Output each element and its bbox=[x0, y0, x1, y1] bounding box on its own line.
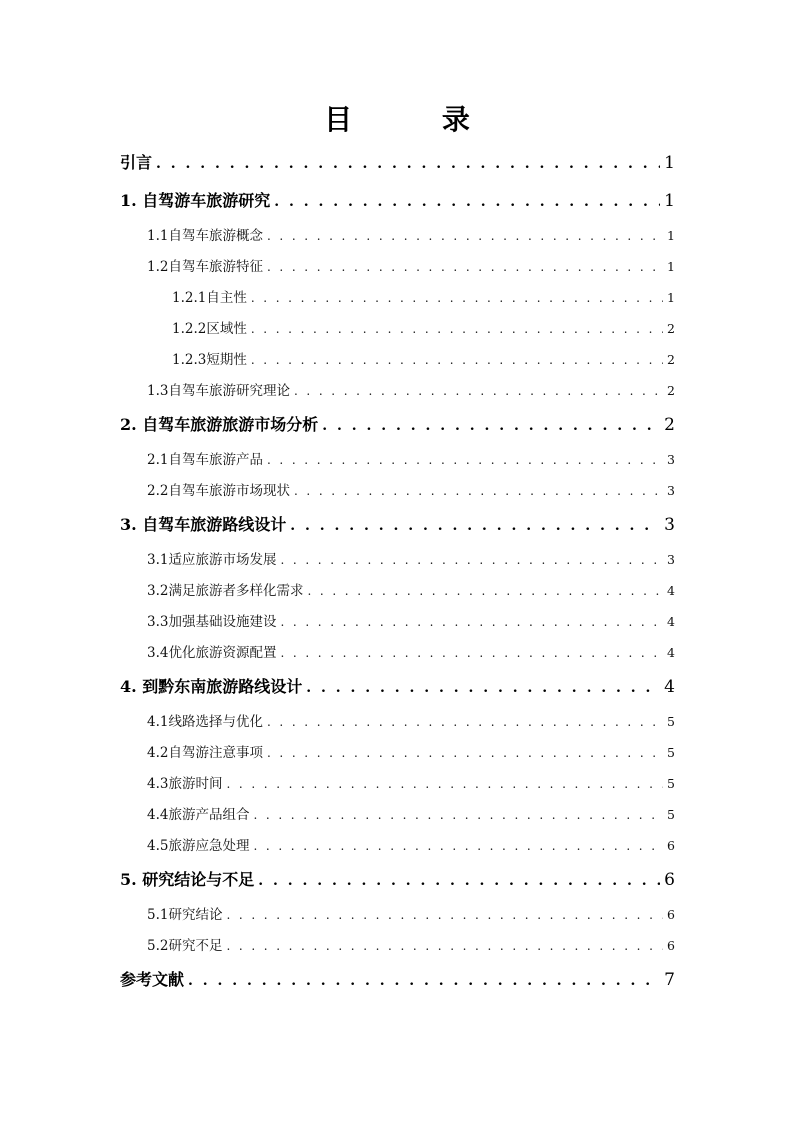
dot-leader bbox=[280, 545, 663, 576]
toc-entry-label: 1.2.3短期性 bbox=[172, 352, 247, 368]
dot-leader bbox=[274, 183, 660, 221]
toc-entry-page: 2 bbox=[667, 321, 675, 336]
toc-entry-3-2[interactable] bbox=[120, 575, 675, 606]
toc-entry-page: 3 bbox=[667, 452, 675, 467]
toc-entry-chapter-5[interactable] bbox=[120, 861, 675, 899]
toc-entry-page: 3 bbox=[667, 552, 675, 567]
toc-entry-label: 3.3加强基础设施建设 bbox=[147, 614, 277, 630]
toc-entry-label: 5. 研究结论与不足 bbox=[120, 870, 255, 889]
dot-leader bbox=[306, 669, 660, 707]
toc-entry-page: 5 bbox=[667, 776, 675, 791]
toc-entry-page: 1 bbox=[667, 259, 675, 274]
toc-entry-chapter-4[interactable] bbox=[120, 668, 675, 706]
toc-entry-label: 参考文献 bbox=[120, 970, 185, 989]
toc-entry-label: 4. 到黔东南旅游路线设计 bbox=[120, 677, 303, 696]
toc-entry-4-2[interactable] bbox=[120, 737, 675, 768]
dot-leader bbox=[251, 345, 663, 376]
toc-entry-intro[interactable] bbox=[120, 144, 675, 182]
toc-entry-page: 6 bbox=[667, 907, 675, 922]
toc-entry-chapter-1[interactable] bbox=[120, 182, 675, 220]
toc-entry-4-4[interactable] bbox=[120, 799, 675, 830]
toc-entry-label: 3.4优化旅游资源配置 bbox=[147, 645, 277, 661]
toc-entry-label: 4.3旅游时间 bbox=[147, 776, 223, 792]
toc-entry-page: 4 bbox=[667, 645, 675, 660]
toc-entry-page: 3 bbox=[667, 483, 675, 498]
toc-entry-page: 2 bbox=[667, 383, 675, 398]
toc-entry-1-2-1[interactable] bbox=[120, 282, 675, 313]
toc-entry-page: 1 bbox=[667, 290, 675, 305]
page-title: 目 录 bbox=[324, 103, 510, 136]
dot-leader bbox=[253, 831, 663, 862]
toc-entry-label: 1. 自驾游车旅游研究 bbox=[120, 191, 271, 210]
toc-entry-label: 3.2满足旅游者多样化需求 bbox=[147, 583, 304, 599]
dot-leader bbox=[156, 145, 660, 183]
toc-entry-1-1[interactable] bbox=[120, 220, 675, 251]
toc-entry-page: 6 bbox=[667, 938, 675, 953]
dot-leader bbox=[226, 931, 663, 962]
toc-entry-page: 4 bbox=[667, 583, 675, 598]
dot-leader bbox=[251, 314, 663, 345]
dot-leader bbox=[280, 607, 663, 638]
toc-entry-chapter-2[interactable] bbox=[120, 406, 675, 444]
toc-entry-page: 6 bbox=[664, 870, 675, 890]
dot-leader bbox=[267, 738, 663, 769]
dot-leader bbox=[290, 507, 660, 545]
toc-entry-label: 4.5旅游应急处理 bbox=[147, 838, 250, 854]
toc-entry-label: 3. 自驾车旅游路线设计 bbox=[120, 515, 287, 534]
toc-entry-page: 4 bbox=[667, 614, 675, 629]
toc-entry-page: 5 bbox=[667, 807, 675, 822]
dot-leader bbox=[294, 376, 663, 407]
dot-leader bbox=[267, 252, 663, 283]
toc-entry-label: 4.2自驾游注意事项 bbox=[147, 745, 263, 761]
toc-entry-page: 5 bbox=[667, 745, 675, 760]
dot-leader bbox=[253, 800, 663, 831]
toc-entry-label: 1.2.2区域性 bbox=[172, 321, 247, 337]
toc-entry-1-3[interactable] bbox=[120, 375, 675, 406]
toc-entry-label: 1.3自驾车旅游研究理论 bbox=[147, 383, 290, 399]
toc-entry-label: 1.2自驾车旅游特征 bbox=[147, 259, 263, 275]
toc-entry-3-4[interactable] bbox=[120, 637, 675, 668]
dot-leader bbox=[188, 962, 660, 1000]
toc-entry-page: 1 bbox=[667, 228, 675, 243]
toc-entry-label: 4.4旅游产品组合 bbox=[147, 807, 250, 823]
dot-leader bbox=[322, 407, 660, 445]
toc-entry-label: 2. 自驾车旅游旅游市场分析 bbox=[120, 415, 319, 434]
dot-leader bbox=[251, 283, 663, 314]
toc-entry-4-5[interactable] bbox=[120, 830, 675, 861]
table-of-contents bbox=[120, 144, 675, 999]
toc-entry-1-2[interactable] bbox=[120, 251, 675, 282]
toc-entry-label: 2.1自驾车旅游产品 bbox=[147, 452, 263, 468]
dot-leader bbox=[307, 576, 663, 607]
toc-entry-page: 3 bbox=[664, 515, 675, 535]
dot-leader bbox=[294, 476, 663, 507]
toc-entry-label: 5.1研究结论 bbox=[147, 907, 223, 923]
dot-leader bbox=[267, 445, 663, 476]
toc-entry-label: 5.2研究不足 bbox=[147, 938, 223, 954]
toc-entry-label: 3.1适应旅游市场发展 bbox=[147, 552, 277, 568]
dot-leader bbox=[258, 862, 660, 900]
toc-entry-3-3[interactable] bbox=[120, 606, 675, 637]
toc-entry-page: 4 bbox=[664, 677, 675, 697]
toc-entry-chapter-3[interactable] bbox=[120, 506, 675, 544]
dot-leader bbox=[226, 900, 663, 931]
toc-entry-4-1[interactable] bbox=[120, 706, 675, 737]
dot-leader bbox=[226, 769, 663, 800]
toc-entry-2-2[interactable] bbox=[120, 475, 675, 506]
toc-entry-1-2-3[interactable] bbox=[120, 344, 675, 375]
toc-entry-5-2[interactable] bbox=[120, 930, 675, 961]
dot-leader bbox=[267, 221, 663, 252]
toc-entry-4-3[interactable] bbox=[120, 768, 675, 799]
toc-entry-5-1[interactable] bbox=[120, 899, 675, 930]
dot-leader bbox=[280, 638, 663, 669]
toc-entry-label: 2.2自驾车旅游市场现状 bbox=[147, 483, 290, 499]
toc-entry-page: 6 bbox=[667, 838, 675, 853]
dot-leader bbox=[267, 707, 663, 738]
toc-entry-label: 1.2.1自主性 bbox=[172, 290, 247, 306]
toc-entry-label: 1.1自驾车旅游概念 bbox=[147, 228, 263, 244]
toc-entry-3-1[interactable] bbox=[120, 544, 675, 575]
toc-entry-page: 7 bbox=[664, 970, 675, 990]
toc-entry-1-2-2[interactable] bbox=[120, 313, 675, 344]
toc-entry-label: 引言 bbox=[120, 153, 153, 172]
toc-entry-label: 4.1线路选择与优化 bbox=[147, 714, 263, 730]
toc-entry-page: 1 bbox=[664, 153, 675, 173]
toc-entry-2-1[interactable] bbox=[120, 444, 675, 475]
toc-entry-page: 2 bbox=[664, 415, 675, 435]
toc-entry-page: 2 bbox=[667, 352, 675, 367]
toc-entry-page: 1 bbox=[664, 191, 675, 211]
toc-entry-references[interactable] bbox=[120, 961, 675, 999]
toc-entry-page: 5 bbox=[667, 714, 675, 729]
